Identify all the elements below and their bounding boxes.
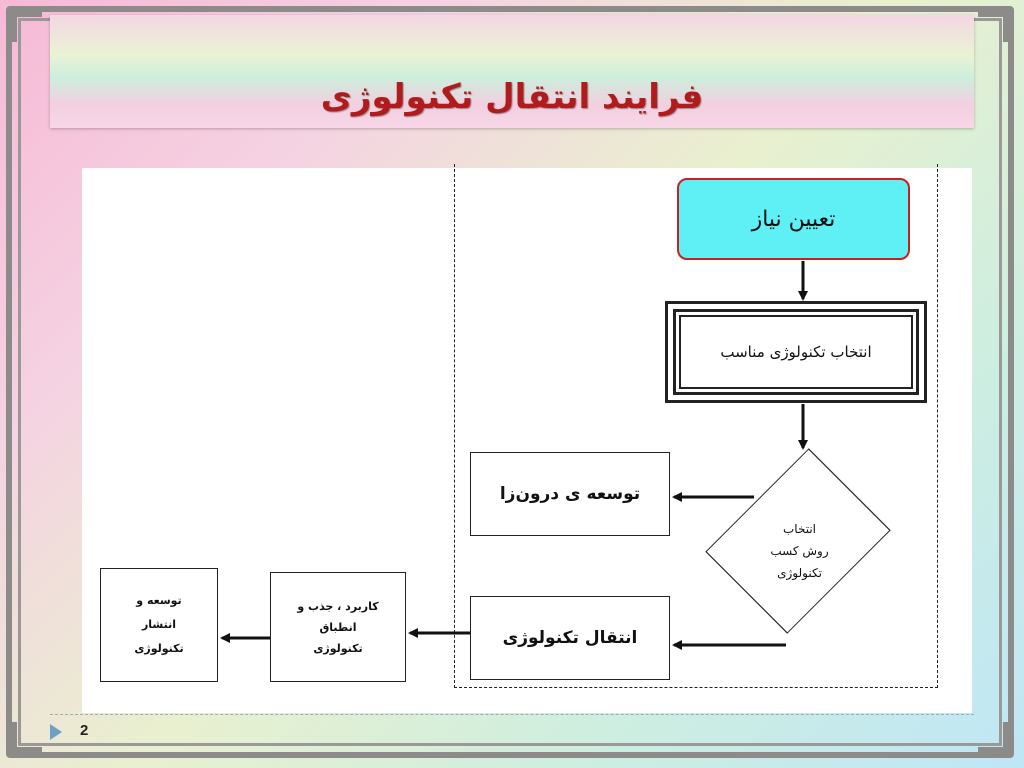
diffusion-line-2: انتشار: [141, 618, 177, 631]
select-technology-border: [673, 309, 919, 395]
diagram-area: [82, 168, 972, 713]
slide-number: 2: [80, 722, 89, 739]
diffusion-line-3: تکنولوژی: [134, 642, 184, 655]
technology-transfer-box: انتقال تکنولوژی: [470, 596, 670, 680]
application-line-3: تکنولوژی: [313, 641, 363, 655]
diffusion-line-1: توسعه و: [136, 594, 182, 607]
application-line-1: کاربرد ، جذب و: [297, 599, 379, 613]
footer-divider: [50, 714, 974, 715]
application-line-2: انطباق: [319, 620, 357, 634]
decision-label: [742, 483, 857, 618]
decision-line-3: تکنولوژی: [777, 565, 822, 580]
endogenous-development-box: توسعه ی درون‌زا: [470, 452, 670, 536]
play-icon: [50, 724, 62, 740]
decision-line-1: انتخاب: [783, 521, 816, 536]
need-box: تعیین نیاز: [677, 178, 910, 260]
application-box: [270, 572, 406, 682]
decision-line-2: روش کسب: [770, 543, 829, 558]
select-technology-box: [665, 301, 927, 403]
diffusion-box: [100, 568, 218, 682]
slide-title: فرایند انتقال تکنولوژی: [320, 77, 704, 117]
title-bar: [50, 15, 974, 128]
select-technology-label: انتخاب تکنولوژی مناسب: [679, 315, 913, 389]
